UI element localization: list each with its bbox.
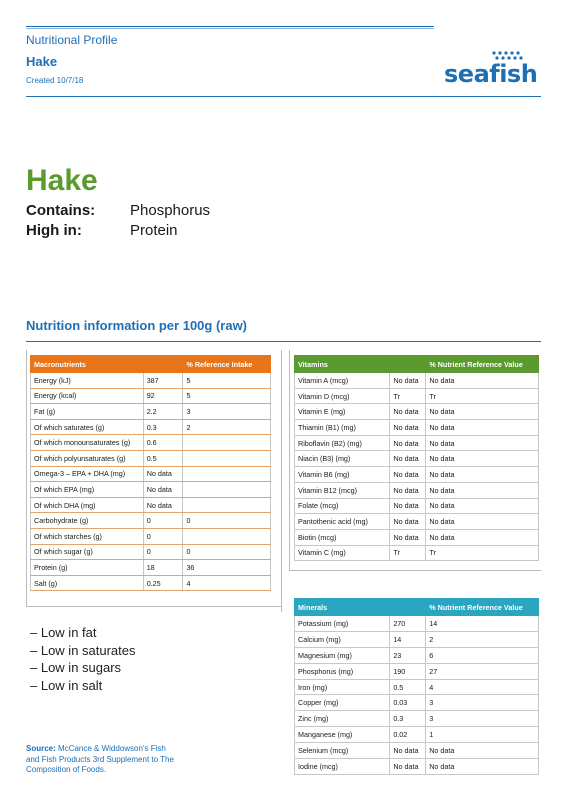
column-header	[143, 356, 183, 373]
table-cell: Of which DHA (mg)	[31, 497, 144, 513]
table-row	[295, 388, 539, 404]
table-cell: 270	[390, 616, 426, 632]
table-cell: Biotin (mcg)	[295, 529, 390, 545]
table-cell: Magnesium (mg)	[295, 647, 390, 663]
table-cell: Carbohydrate (g)	[31, 513, 144, 529]
table-row	[31, 388, 271, 404]
table-cell: Of which EPA (mg)	[31, 482, 144, 498]
table-row	[295, 482, 539, 498]
table-cell: No data	[426, 373, 539, 389]
source-label: Source:	[26, 744, 56, 753]
table-cell: No data	[390, 514, 426, 530]
table-cell: No data	[390, 743, 426, 759]
header-bottom-rule	[26, 96, 541, 97]
table-row	[31, 419, 271, 435]
high-in-value: Protein	[130, 222, 178, 239]
table-cell: No data	[426, 451, 539, 467]
table-row	[295, 727, 539, 743]
frame-line-vitamins	[289, 350, 290, 570]
table-cell: Fat (g)	[31, 404, 144, 420]
table-row	[295, 435, 539, 451]
table-cell: Vitamin A (mcg)	[295, 373, 390, 389]
table-cell: 23	[390, 647, 426, 663]
table-cell: Tr	[390, 545, 426, 561]
header-fish-name: Hake	[26, 54, 58, 69]
table-cell: Energy (kJ)	[31, 373, 144, 389]
section-rule	[26, 341, 541, 342]
table-row	[31, 373, 271, 389]
doc-title: Nutritional Profile	[26, 33, 118, 47]
source-text: McCance & Widdowson's Fish and Fish Products 3rd Supplement to The Composition of Foods.	[26, 744, 174, 774]
table-cell: No data	[390, 420, 426, 436]
table-cell: Energy (kcal)	[31, 388, 144, 404]
seafish-logo	[444, 50, 544, 90]
macronutrients-table	[30, 355, 271, 591]
table-cell: 36	[183, 560, 271, 576]
table-row	[295, 498, 539, 514]
column-header: % Nutrient Reference Value	[426, 599, 539, 616]
table-cell: 0.3	[390, 711, 426, 727]
list-item: – Low in fat	[30, 625, 97, 640]
table-row	[31, 450, 271, 466]
table-row	[31, 497, 271, 513]
column-header: Macronutrients	[31, 356, 144, 373]
table-cell: Thiamin (B1) (mg)	[295, 420, 390, 436]
table-cell	[183, 528, 271, 544]
table-cell: Selenium (mcg)	[295, 743, 390, 759]
section-title: Nutrition information per 100g (raw)	[26, 318, 248, 333]
table-cell: No data	[143, 466, 183, 482]
table-cell: 5	[183, 388, 271, 404]
table-cell: 0.03	[390, 695, 426, 711]
table-cell: Riboflavin (B2) (mg)	[295, 435, 390, 451]
table-cell: Vitamin E (mg)	[295, 404, 390, 420]
table-cell	[183, 435, 271, 451]
table-row	[295, 514, 539, 530]
list-item: – Low in saturates	[30, 642, 136, 658]
table-cell: Phosphorus (mg)	[295, 663, 390, 679]
table-row	[31, 482, 271, 498]
table-cell: No data	[390, 435, 426, 451]
table-cell: 27	[426, 663, 539, 679]
table-row	[31, 466, 271, 482]
table-cell: 3	[426, 711, 539, 727]
table-cell: Pantothenic acid (mg)	[295, 514, 390, 530]
table-cell: 3	[183, 404, 271, 420]
table-cell: No data	[426, 435, 539, 451]
table-cell: No data	[390, 759, 426, 775]
table-cell: Tr	[426, 545, 539, 561]
table-header-row	[295, 356, 539, 373]
table-row	[295, 631, 539, 647]
table-cell: 2	[183, 419, 271, 435]
table-row	[31, 575, 271, 591]
table-cell: 0	[183, 513, 271, 529]
table-cell: 0.3	[143, 419, 183, 435]
frame-line-bottom	[26, 606, 281, 607]
table-cell: No data	[426, 467, 539, 483]
table-cell: Of which sugar (g)	[31, 544, 144, 560]
table-row	[31, 528, 271, 544]
table-cell: 4	[426, 679, 539, 695]
table-cell: Niacin (B3) (mg)	[295, 451, 390, 467]
table-cell: Of which polyunsaturates (g)	[31, 450, 144, 466]
table-cell: Manganese (mg)	[295, 727, 390, 743]
list-item: – Low in sugars	[30, 660, 122, 675]
table-cell: 2.2	[143, 404, 183, 420]
table-cell: Vitamin B6 (mg)	[295, 467, 390, 483]
table-cell: Of which starches (g)	[31, 528, 144, 544]
frame-line-left	[26, 350, 27, 606]
table-row	[31, 560, 271, 576]
table-cell: No data	[426, 404, 539, 420]
fish-title: Hake	[26, 164, 98, 197]
table-cell: No data	[390, 451, 426, 467]
contains-label: Contains:	[26, 202, 96, 219]
minerals-table	[294, 598, 539, 775]
table-cell: 0.5	[143, 450, 183, 466]
divider-line	[281, 350, 282, 612]
column-header	[390, 356, 426, 373]
table-cell: No data	[426, 743, 539, 759]
column-header: % Nutrient Reference Value	[426, 356, 539, 373]
table-cell: 6	[426, 647, 539, 663]
table-cell: 5	[183, 373, 271, 389]
table-row	[295, 373, 539, 389]
table-cell: No data	[390, 467, 426, 483]
table-cell: No data	[390, 373, 426, 389]
table-cell: Of which saturates (g)	[31, 419, 144, 435]
table-cell: 1	[426, 727, 539, 743]
table-cell: 14	[390, 631, 426, 647]
table-cell: Of which monounsaturates (g)	[31, 435, 144, 451]
column-header: Minerals	[295, 599, 390, 616]
column-header: % Reference Intake	[183, 356, 271, 373]
table-cell: Iron (mg)	[295, 679, 390, 695]
table-row	[295, 743, 539, 759]
table-cell: Copper (mg)	[295, 695, 390, 711]
table-cell: No data	[390, 404, 426, 420]
contains-value: Phosphorus	[130, 202, 211, 219]
table-cell: Zinc (mg)	[295, 711, 390, 727]
table-row	[295, 529, 539, 545]
table-cell	[183, 497, 271, 513]
source-note	[26, 744, 176, 776]
table-cell: 92	[143, 388, 183, 404]
column-header: Vitamins	[295, 356, 390, 373]
header-top-rule	[26, 26, 434, 27]
table-cell: No data	[143, 497, 183, 513]
table-row	[295, 451, 539, 467]
table-cell: 14	[426, 616, 539, 632]
table-cell: Omega-3 – EPA + DHA (mg)	[31, 466, 144, 482]
table-row	[295, 404, 539, 420]
table-cell: Tr	[426, 388, 539, 404]
table-cell: 2	[426, 631, 539, 647]
table-cell: 4	[183, 575, 271, 591]
table-cell: Iodine (mcg)	[295, 759, 390, 775]
table-cell: No data	[143, 482, 183, 498]
table-cell: No data	[390, 482, 426, 498]
table-row	[295, 616, 539, 632]
table-cell	[183, 466, 271, 482]
table-cell: Folate (mcg)	[295, 498, 390, 514]
frame-line-vitamins-bottom	[289, 570, 541, 571]
table-row	[295, 663, 539, 679]
table-cell: Calcium (mg)	[295, 631, 390, 647]
table-cell: Tr	[390, 388, 426, 404]
table-row	[295, 647, 539, 663]
table-row	[31, 435, 271, 451]
table-cell: No data	[426, 514, 539, 530]
table-cell: Salt (g)	[31, 575, 144, 591]
table-row	[295, 711, 539, 727]
table-row	[295, 759, 539, 775]
table-header-row	[295, 599, 539, 616]
table-row	[31, 513, 271, 529]
table-cell: 0	[143, 544, 183, 560]
table-cell: Potassium (mg)	[295, 616, 390, 632]
table-cell: No data	[426, 759, 539, 775]
table-cell: Vitamin C (mg)	[295, 545, 390, 561]
table-cell: 387	[143, 373, 183, 389]
table-row	[31, 544, 271, 560]
table-cell: 190	[390, 663, 426, 679]
table-cell: No data	[390, 498, 426, 514]
table-cell: No data	[426, 420, 539, 436]
table-cell: 0.6	[143, 435, 183, 451]
table-cell: 0	[143, 528, 183, 544]
list-item: – Low in salt	[30, 677, 103, 693]
table-row	[295, 695, 539, 711]
table-cell: Vitamin B12 (mcg)	[295, 482, 390, 498]
claims-list	[30, 624, 136, 694]
logo-wordmark: seafish	[444, 60, 538, 88]
header-top-rule-secondary	[26, 28, 434, 29]
table-cell: 0	[143, 513, 183, 529]
table-cell: No data	[426, 529, 539, 545]
table-row	[295, 467, 539, 483]
table-cell: No data	[426, 482, 539, 498]
table-cell: 0	[183, 544, 271, 560]
table-cell: Protein (g)	[31, 560, 144, 576]
table-cell: No data	[390, 529, 426, 545]
table-cell: 18	[143, 560, 183, 576]
table-cell: 0.25	[143, 575, 183, 591]
table-cell: 3	[426, 695, 539, 711]
column-header	[390, 599, 426, 616]
vitamins-table	[294, 355, 539, 561]
table-cell	[183, 482, 271, 498]
table-cell: 0.5	[390, 679, 426, 695]
created-date: Created 10/7/18	[26, 76, 84, 85]
table-cell	[183, 450, 271, 466]
table-row	[295, 545, 539, 561]
high-in-label: High in:	[26, 222, 82, 239]
table-cell: No data	[426, 498, 539, 514]
table-cell: Vitamin D (mcg)	[295, 388, 390, 404]
table-row	[31, 404, 271, 420]
table-row	[295, 679, 539, 695]
table-header-row	[31, 356, 271, 373]
table-row	[295, 420, 539, 436]
table-cell: 0.02	[390, 727, 426, 743]
